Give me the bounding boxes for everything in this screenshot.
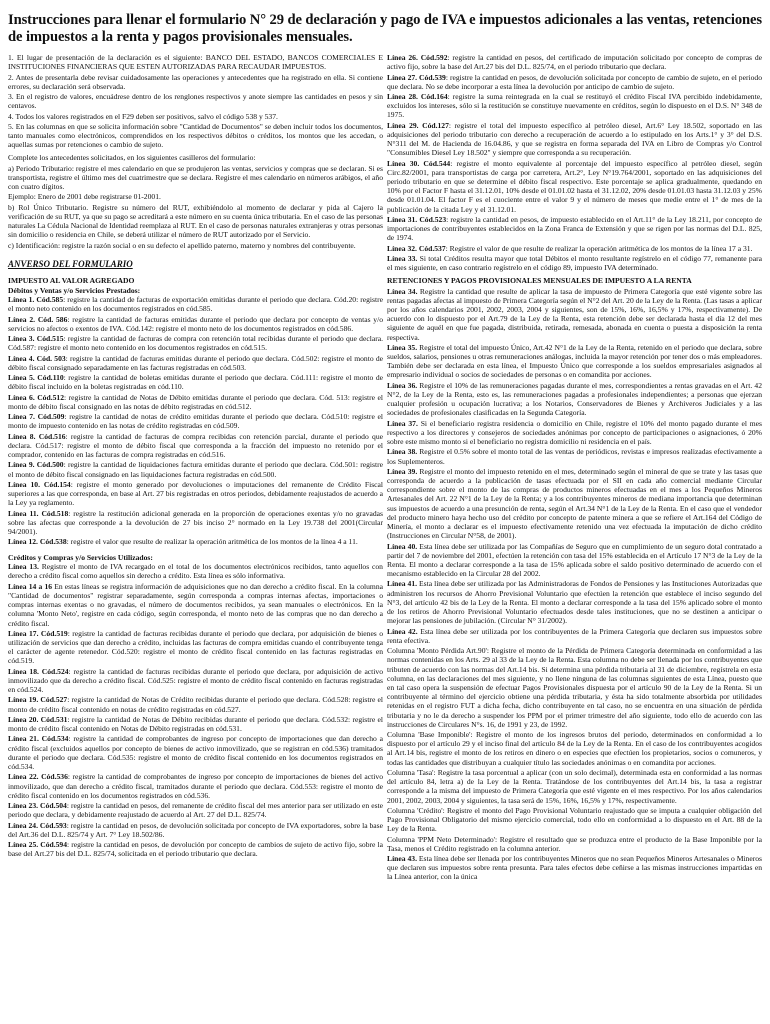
instruction-line — [387, 646, 762, 729]
instruction-line — [8, 715, 383, 733]
line-label: Línea 28. Cód.164 — [387, 92, 448, 101]
line-text: Registre el monto de IVA recargado en el total de los documentos electrónicos recibidos, tanto aquellos con derecho a crédito fiscal como aquellos sin derecho a crédito. Esta línea es sólo informativa. — [8, 562, 383, 581]
debitos-heading: Débitos y Ventas y/o Servicios Prestados: — [8, 285, 141, 295]
line-label: Línea 14 a 16 — [8, 581, 53, 591]
line-label: Línea 4. Cód. 503 — [8, 353, 66, 363]
instruction-line — [387, 215, 762, 243]
instruction-line — [8, 840, 383, 858]
line-text: : registre la restitución adicional generada en la proporción de operaciones exentas y/o no gravadas sobre las afectas que corresponde a la devolución de 27 bis inciso 2° normado en la Ley 19.738 del 2001(Circular 94/2001). — [8, 508, 383, 537]
line-label: Línea 29. Cód.127 — [387, 120, 449, 130]
line-label: Línea 25. Cód.594 — [8, 840, 68, 850]
instruction-line — [8, 480, 383, 508]
line-label: Línea 3. Cód.515 — [8, 334, 64, 344]
instruction-line — [387, 254, 762, 272]
line-text: Registre el total del impuesto Único, Art.42 N°1 de la Ley de la Renta, retenido en el periodo que declara, sobre sueldos, salarios, pensiones u otras remuneraciones análogas, incluida la mayor retención por tener dos o más empleadores. También debe ser declarada en esta línea, el Impuesto Único que corresponde a los sueldos empresariales asignados al empresario individual o socios de sociedades de personas o en comandita por acciones. — [387, 342, 762, 380]
line-label: Línea 8. Cód.516 — [8, 431, 66, 441]
line-text: : registre la cantidad en pesos, de devolución por concepto de cambios de sujeto de activo fijo, sobre la base del Art.27 bis del D.L. 825/74, solicitada en el periodo tributario que declara. — [8, 840, 383, 859]
line-label: Línea 41. — [387, 579, 418, 589]
line-text: : registre la cantidad en pesos, del certificado de imputación solicitado por concepto de compras de activo fijo, sobre la base del Art.27 bis del D.L. 825/74, en el periodo tributario que declara. — [387, 53, 763, 72]
iva-heading: IMPUESTO AL VALOR AGREGADO — [8, 275, 135, 285]
intro-item: 1. El lugar de presentación de la declaración es el siguiente: BANCO DEL ESTADO, BANCOS COMERCIALES E INSTITUCIONES FINANCIERAS QUE ESTEN AUTORIZADAS PARA RECAUDAR IMPUESTOS. — [8, 53, 383, 72]
line-label: Línea 24. Cód.593 — [8, 820, 67, 830]
line-label: Línea 23. Cód.504 — [8, 801, 67, 811]
anverso-heading: ANVERSO DEL FORMULARIO — [8, 258, 133, 269]
instruction-line — [8, 373, 383, 391]
instruction-line — [8, 393, 383, 411]
line-text: : registre el monto generado por devoluciones o imputaciones del remanente de Crédito Fiscal superiores a las que corresponda, en base al Art. 27 bis registradas en otros periodos, debidamente reajustados de acuerdo a la Ley ya reglamento. — [8, 479, 383, 508]
debitos-list — [8, 295, 383, 546]
line-label: Línea 7. Cód.509 — [8, 412, 65, 422]
line-text: Si total Créditos resulta mayor que total Débitos el monto resultante regístrelo en el código 77, remanente para el mes siguiente, en caso contrario regístrelo en el código 89, impuesto IVA determinado. — [387, 253, 762, 273]
line-label: Línea 38. — [387, 447, 418, 457]
line-label: Línea 32. Cód.537 — [387, 243, 446, 253]
antecedentes-item: b) Rol Único Tributario. Registre su número del RUT, exhibiéndolo al momento de declarar y pida al Cajero la verificación de su RUT, ya que su pago se acreditará a este número en su cuenta única tributaria. En el caso de las personas naturales La Cédula Nacional de Identidad reemplaza al RUT. En el caso de personas naturales extranjeras y otras personas sin domicilio o residencia en Chile, se deberá utilizar el número de RUT autorizado por el Servicio. — [8, 202, 383, 240]
instruction-line — [8, 509, 383, 537]
line-label: Línea 39. — [387, 466, 418, 476]
line-text: : registre la cantidad de Notas de Débito recibidas durante el periodo que declara. Cód.532: registre el monto de crédito fiscal contenido en Notas de Débito registradas en cód.531. — [8, 714, 383, 734]
instruction-line — [8, 334, 383, 352]
line-label: Línea 20. Cód.531 — [8, 714, 68, 724]
creditos-heading: Créditos y Compras y/o Servicios Utilizados: — [8, 552, 153, 562]
line-text: : registre la suma reintegrada en la cual se restituyó el crédito Fiscal IVA percibido indebidamente, excluidos los intereses, sólo si la restitución se constituye nuevamente en créditos, según lo dispuesto en el D.S. N° 348 de 1975. — [387, 92, 762, 120]
instruction-line — [387, 768, 762, 805]
line-label: Línea 43. — [387, 854, 417, 864]
instruction-line — [8, 315, 383, 333]
line-label: Línea 40. — [387, 541, 418, 551]
instruction-line — [8, 354, 383, 372]
line-text: : registre la cantidad en pesos, del remanente de crédito fiscal del mes anterior para ser utilizado en este periodo que declara, y debidamente reajustado de acuerdo al Art. 27 del D.L. 825/74. — [8, 801, 384, 820]
line-text: En estas líneas se registra información de adquisiciones que no dan derecho a crédito fiscal. En la columna "Cantidad de documentos" registrar separadamente, según corresponda a compras internas afectas, importaciones o compras internas exentas o no gravadas, el número de documentos recibidos, ya sean manuales o electrónicos. En la columna 'Monto Neto', registre en cada código, según corresponda, el monto neto de las compras que no dan derecho a crédito fiscal. — [8, 581, 383, 628]
line-text: : registre la cantidad de facturas de compra con retención total recibidas durante el periodo que declara. Cód.587: registre el monto neto contenido en los documentos registrados en cód.515. — [8, 334, 383, 353]
line-label: Línea 33. — [387, 253, 418, 263]
instruction-line — [387, 467, 762, 541]
instruction-line — [387, 835, 762, 853]
line-label: Línea 22. Cód.536 — [8, 772, 68, 782]
instruction-line — [387, 447, 762, 465]
instruction-line — [387, 53, 762, 71]
instruction-line — [8, 582, 383, 628]
line-text: : registre la cantidad de Notas de Débito emitidas durante el periodo que declara. Cód. 513: registre el monto de débito fiscal consignado en las notas de débito registradas en cód.512. — [8, 392, 383, 411]
line-text: : registre la cantidad de Notas de Crédito recibidas durante el periodo que declara. Cód.528: registre el monto de crédito fiscal contenido en notas de crédito registradas en cód.527. — [8, 695, 383, 714]
antecedentes-item: Complete los antecedentes solicitados, en los siguientes casilleros del formulario: — [8, 153, 256, 163]
line-text: Registre la cantidad que resulte de aplicar la tasa de impuesto de Primera Categoría que esté vigente sobre las rentas pagadas afectas al impuesto de Primera Categoría según el N°2 del Art. 20 de la Ley de la Renta. (Las tasas a aplicar por los años calendarios 2001, 2002, 2003, 2004 y siguientes, son de 15%, 16%, 16,5% y 17%, respectivamente). De acuerdo con lo dispuesto por el Art.79 de la Ley de la Renta, esta retención debe ser declarada hasta el día 12 del mes siguiente de aquél en que fue pagada, distribuida, retirada, remesada, abonada en cuenta o puesta a disposición la renta respectiva. — [387, 286, 762, 342]
instruction-line — [8, 695, 383, 713]
intro-item: 2. Antes de presentarla debe revisar cuidadosamente las operaciones y antecedentes que ha registrado en ella. Si contiene errores, su declaración será observada. — [8, 72, 383, 91]
intro-item: 4. Todos los valores registrados en el F29 deben ser positivos, salvo el código 538 y 537. — [8, 111, 278, 121]
instruction-line — [8, 537, 383, 546]
instruction-line — [387, 73, 762, 91]
line-text: : registre el valor que resulte de realizar la operación aritmética de los montos de la línea 4 a 11. — [66, 537, 358, 547]
instruction-line — [8, 562, 383, 580]
line-label: Línea 13. — [8, 562, 39, 572]
instruction-line — [8, 821, 383, 839]
instruction-line — [387, 579, 762, 625]
line-label: Línea 11. Cód.518 — [8, 508, 69, 518]
line-label: Línea 18. Cód.524 — [8, 666, 69, 676]
line-text: : registre el monto equivalente al porcentaje del impuesto específico al petróleo diesel, según Circ.82/2001, para transportistas de carga por carretera, Art.2°, Ley N°19.764/2001, soportado en las adquisiciones del periodo tributario en que se determine el débito fiscal respectivo. Este porcentaje se aplica gradualmente, quedando en 10% por el Factor F hasta el 31.12.01, 10% desde el 01.01.02 hasta el 31.12.02, 20% desde 01.01.03 hasta 31.12.03 y 25% desde 01.01.04. El factor F es el cuociente entre el valor 9 y el número de meses que medie entre el 1° de mes de la publicación de la citada Ley y el 31.12.01. — [387, 158, 762, 214]
instruction-line — [387, 159, 762, 214]
line-text: : registre la cantidad de boletas emitidas durante el periodo que declara. Cód.111: registre el monto de débito fiscal incluido en la boletas registradas en cód.110. — [8, 373, 383, 392]
line-label: Línea 36. — [387, 380, 418, 390]
instruction-line — [387, 854, 762, 882]
line-text: : registre la cantidad en pesos, de impuesto establecido en el Art.11° de la Ley 18.211, por concepto de importaciones de contribuyentes establecidos en la Zona Franca de Extensión y que se rigen por las normas del D.L. 825, de 1974. — [387, 214, 762, 243]
line-text: : registre la cantidad de notas de crédito emitidas durante el periodo que declara. Cód.510: registre el monto de impuesto contenido en las notas de crédito registradas en cód.509. — [8, 412, 383, 431]
document-title: Instrucciones para llenar el formulario N° 29 de declaración y pago de IVA e impuestos adicionales a las ventas, retenciones de impuestos a la renta y pagos provisionales mensuales. — [8, 12, 762, 45]
intro-list — [8, 53, 383, 149]
intro-item: 5. En las columnas en que se solicita información sobre "Cantidad de Documentos" se deben incluir todos los documentos, tanto manuales como electrónicos, comprendidos en los respectivos débitos o créditos, los montos que les accedan, o aquellas sumas por retenciones o cambio de sujeto. — [8, 121, 383, 150]
line-label: Línea 2. Cód. 586 — [8, 314, 68, 324]
line-text: Esta línea debe ser llenada por los contribuyentes Mineros que no sean Pequeños Mineros Artesanales o Mineros que declaren sus impuestos sobre renta presunta. Para tales efectos debe ceñirse a las mismas instrucciones impartidas en la Línea anterior, con la única — [387, 854, 763, 882]
line-text: : Registre el valor de que resulte de realizar la operación aritmética de los montos de la línea 17 a 31. — [445, 243, 753, 253]
line-text: Esta línea debe ser utilizada por las Administradoras de Fondos de Pensiones y las Instituciones Autorizadas que administren los recursos de Ahorro Previsional Voluntario que efectúen la retención que establece el inciso segundo del N°3, del artículo 42 bis de la Ley de la Renta. El monto a declarar corresponde a la tasa del 15% aplicado sobre el monto de los retiros de Ahorro Previsional Voluntario efectuados desde tales instituciones, que no se destinen a anticipar o mejorar las pensiones de jubilación. (Circular N° 31/2002). — [387, 579, 762, 626]
line-label: Línea 42. — [387, 626, 418, 636]
line-label: Línea 1. Cód.585 — [8, 295, 64, 305]
instruction-line — [8, 801, 383, 819]
instruction-line — [387, 730, 762, 767]
instruction-line — [8, 432, 383, 460]
line-label: Línea 27. Cód.539 — [387, 72, 446, 82]
line-text: Registre el 0.5% sobre el monto total de las ventas de periódicos, revistas e impresos realizadas efectivamente a los Suplementeros. — [387, 447, 762, 466]
antecedentes-item: c) Identificación: registre la razón social o en su defecto el apellido paterno, materno y nombres del contribuyente. — [8, 240, 356, 250]
line-label: Línea 30. Cód.544 — [387, 158, 451, 168]
instruction-line — [8, 734, 383, 771]
line-text: : registre la cantidad de facturas recibidas durante el periodo que declara, por adquisición de activo inmovilizado que da derecho a crédito fiscal. Cód.525: registre el monto de crédito fiscal contenido en facturas registradas en cód.524. — [8, 666, 383, 695]
line-text: Si el beneficiario registra residencia o domicilio en Chile, registre el 10% del monto pagado durante el mes respectivo a los directores y consejeros de sociedades anónimas por concepto de participaciones o asignaciones, ó 20% sobre este mismo monto si el beneficiario no registra domicilio ni residencia en el país. — [387, 418, 762, 447]
line-label: Línea 35. — [387, 342, 418, 352]
creditos-list — [8, 562, 383, 858]
line-label: Línea 26. Cód.592 — [387, 53, 448, 62]
left-column — [8, 53, 383, 883]
line-text: : registre la cantidad de facturas recibidas durante el periodo que declara, por adquisición de bienes o utilización de servicios que dan derecho a crédito, incluidas las facturas de compra emitidas cuando el contribuyente tenga el carácter de agente retenedor. Cód.520: registre el monto de crédito fiscal contenido en las facturas registradas en cód.519. — [8, 628, 383, 666]
line-text: : registre la cantidad de facturas de compra recibidas con retención parcial, durante el periodo que declara. Cód.517: registre el monto de débito fiscal que corresponda a la fracción del impuesto no retenido por el comprador, contenido en las facturas de compra registradas en cód.516. — [8, 431, 383, 460]
two-column-body — [8, 53, 762, 883]
line-label: Línea 9. Cód.500 — [8, 460, 64, 470]
line-label: Línea 19. Cód.527 — [8, 695, 68, 705]
lineas-26-33-list — [387, 53, 762, 272]
line-text: Columna 'Tasa': Registre la tasa porcentual a aplicar (con un solo decimal), determinada esta en conformidad a las normas del artículo 84, letra a) de la Ley de la Renta. Tratándose de los contribuyentes del Art.14 bis, la tasa a registrar corresponde a la misma del impuesto de Primera Categoría que esté vigente en el mes respectivo. Por los años calendarios 2001, 2002, 2003, 2004 y siguientes, la tasa será de 15%, 16%, 16,5% y 17%, respectivamente. — [387, 767, 762, 805]
instruction-line — [387, 92, 762, 120]
line-text: : registre la cantidad de comprobantes de ingreso por concepto de importaciones de bienes del activo inmovilizado, que dan derecho a crédito fiscal, tramitados durante el periodo que declara. Cód.553: registre el monto de crédito fiscal contenido en los documentos registrados en cód.536. — [8, 772, 383, 800]
line-label: Línea 6. Cód.512 — [8, 392, 64, 402]
line-text: Columna 'Base Imponible': Registre el monto de los ingresos brutos del periodo, determinados en conformidad a lo dispuesto por el artículo 29 y el inciso final del artículo 84 de la Ley de la Renta. En el caso de los contribuyentes acogidos al Art.14 bis, registre el monto de los retiros en dinero o en especies que efectúen los propietarios, socios o comuneros, y todas las cantidades que distribuyan a cualquier título las sociedades anónimas o en comandita por acciones. — [387, 730, 762, 767]
right-column — [387, 53, 762, 883]
lineas-34-43-list — [387, 287, 762, 882]
line-text: Registre el monto del impuesto retenido en el mes, determinado según el mineral de que se trate y las tasas que corresponda de acuerdo a la publicación de tasas efectuada por el SII en cada año comercial mediante Circular correspondiente sobre el monto de las compras de productos mineros efectuadas en el mes a los Pequeños Mineros Artesanales del Art. 22 N°1 de la Ley de la Renta; y a los contribuyentes mineros de mediana importancia que determinan sus impuestos de acuerdo a una presunción de renta, según el Art.34 N°1 de la Ley de la Renta. En el caso que el vendedor del producto minero haya hecho uso del crédito por concepto de patente minera a que se refiere el Art.164 del Código de Minería, el monto a declarar es el impuesto efectivamente retenido una vez efectuada la imputación de dicho crédito (Instrucciones en Circular N°58, de 2001). — [387, 466, 762, 541]
line-text: : registre la cantidad de facturas emitidas durante el periodo que declara por concepto de ventas y/o servicios no afectos o exentos de IVA. Cód.142: registre el monto neto de los documentos registrados en cód.586. — [8, 314, 384, 333]
line-label: Línea 31. Cód.523 — [387, 214, 447, 224]
instruction-line — [387, 244, 762, 253]
instruction-line — [387, 121, 762, 158]
instruction-line — [8, 667, 383, 695]
instruction-line — [8, 629, 383, 666]
line-label: Línea 12. Cód.538 — [8, 537, 67, 547]
instruction-line — [387, 419, 762, 447]
line-text: : registre la cantidad en pesos, de devolución solicitada por concepto de IVA exportadores, sobre la base del Art.36 del D.L. 825/74 y Art. 7° Ley 18.502/86. — [8, 820, 383, 839]
retenciones-heading: RETENCIONES Y PAGOS PROVISIONALES MENSUALES DE IMPUESTO A LA RENTA — [387, 276, 692, 286]
line-text: : registre la cantidad de facturas de exportación emitidas durante el periodo que declara. Cód.20: registre el monto neto contenido en los documentos registrados en cód.585. — [8, 295, 383, 314]
instruction-line — [387, 542, 762, 579]
line-label: Línea 34. — [387, 286, 418, 296]
instruction-line — [8, 772, 383, 800]
line-label: Línea 21. Cód.534 — [8, 734, 69, 744]
line-text: : registre la cantidad en pesos, de devolución solicitada por concepto de cambio de sujeto, en el periodo que declara. No se debe incorporar a esta línea la devolución por anticipo de cambio de sujeto. — [387, 72, 762, 91]
instruction-line — [8, 460, 383, 478]
line-text: : registre el total del impuesto específico al petróleo diesel, Art.6° Ley 18.502, soportado en las adquisiciones del periodo tributario con derecho a recuperación de acuerdo a lo estipulado en los Arts.1° y 3° del D.S. N°311 del M. de Hacienda de 16.04.86, y que se registra en forma separada del IVA en Libro de Compras y/o Control "Consumibles Diesel Ley 18.502" y siempre que corresponda a su recuperación. — [387, 120, 762, 158]
instruction-line — [8, 412, 383, 430]
line-text: Registre el 10% de las remuneraciones pagadas durante el mes, correspondientes a rentas gravadas en el Art. 42 N°2, de la Ley de la Renta, esto es, las remuneraciones pagadas a profesionales independientes; a personas que ejerzan cualquier profesión u ocupación lucrativa; a los Notarios, Conservadores de Bienes y Archiveros Judiciales y a las sociedades de profesionales clasificadas en la Segunda Categoría. — [387, 380, 762, 418]
line-text: : registre la cantidad de facturas emitidas durante el periodo que declara. Cód.502: registre el monto de débito fiscal consignado separadamente en las facturas registradas en cód.503. — [8, 353, 384, 372]
instruction-line — [387, 343, 762, 380]
instruction-line — [387, 287, 762, 342]
instruction-line — [8, 295, 383, 313]
line-label: Línea 5. Cód.110 — [8, 373, 64, 383]
line-label: Línea 10. Cód.154 — [8, 479, 71, 489]
antecedentes-item: Ejemplo: Enero de 2001 debe registrarse 01-2001. — [8, 192, 161, 202]
instruction-line — [387, 806, 762, 834]
line-label: Línea 17. Cód.519 — [8, 628, 68, 638]
intro-item: 3. En el registro de valores, encuádrese dentro de los renglones respectivos y anote siempre las cantidades en pesos y sin centavos. — [8, 92, 383, 111]
line-text: Columna 'Monto Pérdida Art.90': Registre el monto de la Pérdida de Primera Categoría determinada en conformidad a las normas contenidas en los Arts. 29 al 33 de la Ley de la Renta. Esta columna no debe ser llenada por los contribuyentes que tributen de acuerdo con las normas del Art.14 bis. Si determina una pérdida tributaria al 31 de diciembre, regístrela en esta columna, en las declaraciones del mes siguiente, y no llene ninguna de las columnas siguientes de esta Línea, puesto que en tal caso opera la suspensión de efectuar Pagos Provisionales dispuesta por el artículo 90 de la Ley de la Renta. Si un contribuyente al término del ejercicio obtiene una pérdida tributaria, y ésta ha sido totalmente absorbida por utilidades retenidas en el registro FUT a dicha fecha, dicho contribuyente en tal caso, no se encuentra en una situación de pérdida tributaria y no le da derecho a suspender los PPM por el primer trimestre del año siguiente, todo ello de acuerdo con las instrucciones de Circulares N°s. 16, de 1991 y 23, de 1992. — [387, 646, 762, 729]
line-text: : registre la cantidad de comprobantes de ingreso por concepto de importaciones que dan derecho a crédito fiscal (excluidos aquellos por concepto de bienes de activo inmovilizado, que se registran en cód.536) tramitados durante el periodo que declara. Cód.535: registre el monto de crédito fiscal contenido en los documentos registrados en cód.534. — [8, 734, 383, 772]
line-text: Columna 'PPM Neto Determinado': Registre el resultado que se produzca entre el producto de la Base Imponible por la Tasa, menos el Crédito registrado en la columna anterior. — [387, 834, 762, 853]
instruction-line — [387, 381, 762, 418]
line-label: Línea 37. — [387, 418, 418, 428]
line-text: Esta línea debe ser utilizada por los contribuyentes de la Primera Categoría que declaren sus impuestos sobre renta efectiva. — [387, 626, 762, 645]
line-text: Esta línea debe ser utilizada por las Compañías de Seguro que en cumplimiento de un seguro dotal contratado a partir del 7 de noviembre del 2001, efectúen la retención con tasa del 15% establecida en el Artículo 17 N°3 de la Ley de la Renta. El monto a declarar corresponde a la tasa de 15% aplicada sobre el saldo positivo determinado de acuerdo con el mecanismo establecido en la Circular 28 del 2002. — [387, 541, 762, 579]
line-text: Columna 'Crédito': Registre el monto del Pago Provisional Voluntario reajustado que se imputa a cualquier obligación del Pago Provisional Obligatorio del mismo ejercicio comercial, todo ello en conformidad a lo dispuesto en el Art. 88 de la Ley de la Renta. — [387, 805, 762, 834]
instruction-line — [387, 627, 762, 645]
antecedentes-item: a) Periodo Tributario: registre el mes calendario en que se produjeron las ventas, servicios y compras que se declaran. Si es transportista, registre el último mes del cuatrimestre que se declara. Registre el mes calendario en números arábigos, el año con cuatro dígitos. — [8, 163, 383, 192]
line-text: : registre la cantidad de liquidaciones factura emitidas durante el periodo que declara. Cód.501: registre el monto de débito fiscal consignado en las liquidaciones factura registradas en cód.500. — [8, 460, 383, 479]
antecedentes-section — [8, 153, 383, 249]
